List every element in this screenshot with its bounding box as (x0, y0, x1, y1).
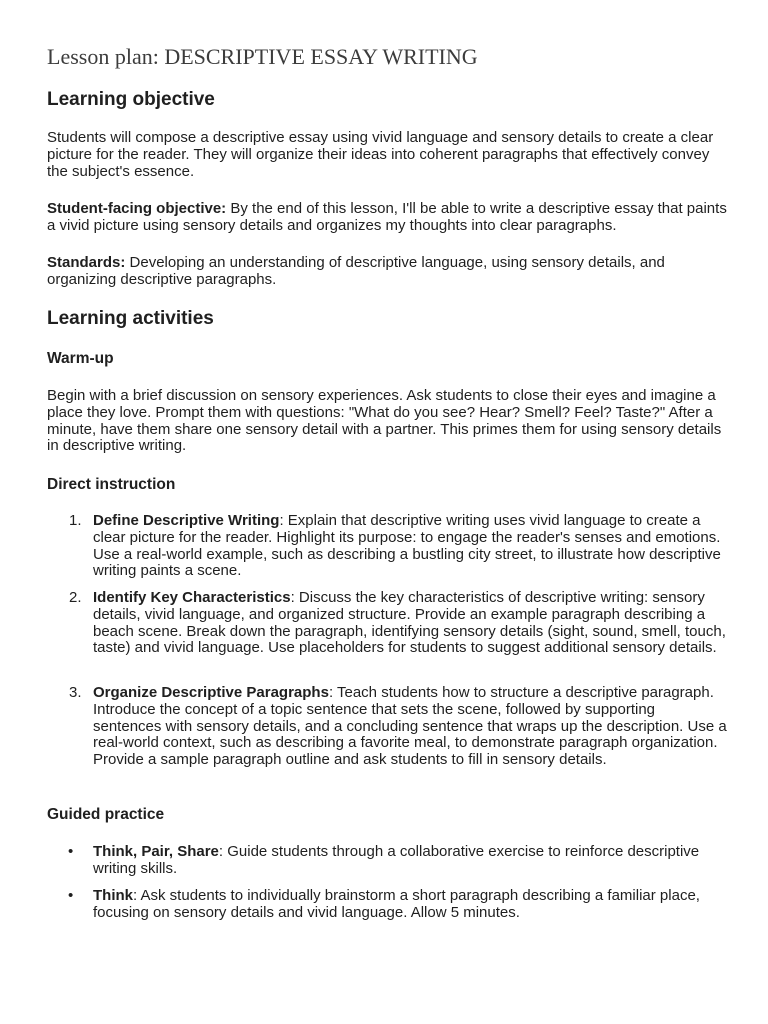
student-facing-text: By the end of this lesson, I'll be able to write a descriptive essay that paints a vivid picture using sensory details and organizes my thoughts into clear paragraphs. (47, 200, 727, 234)
list-item-text: : Guide students through a collaborative exercise to reinforce descriptive writing skills. (93, 843, 700, 877)
learning-objective-body: Students will compose a descriptive essay using vivid language and sensory details to create a clear picture for the reader. They will organize their ideas into coherent paragraphs that effectively convey the subject's essence. (47, 129, 714, 180)
list-item (47, 685, 727, 769)
list-item-text: : Discuss the key characteristics of descriptive writing: sensory details, vivid language, and organized structure. Provide an example paragraph describing a beach scene. Break down the paragraph, identifying sensory details (sight, sound, smell, touch, taste) and vivid language. Use placeholders for students to suggest additional sensory details. (93, 589, 726, 657)
list-item-number: 1. (69, 512, 82, 529)
direct-instruction-list-3 (47, 685, 727, 769)
bullet-icon: • (68, 843, 74, 860)
standards-text: Developing an understanding of descriptive language, using sensory details, and organizing descriptive paragraphs. (47, 254, 665, 288)
list-item (47, 590, 727, 657)
direct-instruction-list-2 (47, 590, 727, 657)
learning-activities-heading: Learning activities (47, 308, 214, 329)
standards-label: Standards: (47, 254, 126, 271)
bullet-icon: • (68, 887, 74, 904)
guided-practice-heading: Guided practice (47, 806, 165, 823)
list-item (47, 513, 727, 580)
list-item-label: Identify Key Characteristics (93, 589, 291, 606)
standards (47, 255, 727, 289)
guided-practice-list (47, 844, 727, 878)
list-item-text: : Ask students to individually brainstorm a short paragraph describing a familiar place, focusing on sensory details and vivid language. Allow 5 minutes. (93, 887, 700, 921)
list-item-number: 2. (69, 589, 82, 606)
list-item-label: Organize Descriptive Paragraphs (93, 684, 329, 701)
direct-instruction-list (47, 513, 727, 580)
list-item (47, 844, 727, 878)
warmup-body: Begin with a brief discussion on sensory experiences. Ask students to close their eyes and imagine a place they love. Prompt them with questions: "What do you see? Hear? Smell? Feel? Taste?" After a minute, have them share one sensory detail with a partner. This primes them for using sensory details in descriptive writing. (47, 387, 722, 455)
list-item (47, 888, 727, 922)
warmup-heading: Warm-up (47, 350, 114, 367)
student-facing-objective (47, 201, 727, 235)
list-item-text: : Explain that descriptive writing uses vivid language to create a clear picture for the reader. Highlight its purpose: to engage the reader's senses and emotions. Use a real-world example, such as describing a bustling city street, to illustrate how descriptive writing paints a scene. (93, 512, 721, 580)
list-item-label: Define Descriptive Writing (93, 512, 280, 529)
list-item-number: 3. (69, 684, 82, 701)
learning-objective-heading: Learning objective (47, 89, 215, 110)
list-item-label: Think (93, 887, 133, 904)
list-item-text: : Teach students how to structure a descriptive paragraph. Introduce the concept of a topic sentence that sets the scene, followed by supporting sentences with sensory details, and a concluding sentence that wraps up the description. Use a real-world context, such as describing a favorite meal, to demonstrate paragraph organization. Provide a sample paragraph outline and ask students to fill in sensory details. (93, 684, 727, 769)
guided-practice-list-2 (47, 888, 727, 922)
list-item-label: Think, Pair, Share (93, 843, 219, 860)
student-facing-label: Student-facing objective: (47, 200, 227, 217)
page-title: Lesson plan: DESCRIPTIVE ESSAY WRITING (47, 44, 478, 69)
direct-instruction-heading: Direct instruction (47, 476, 176, 493)
